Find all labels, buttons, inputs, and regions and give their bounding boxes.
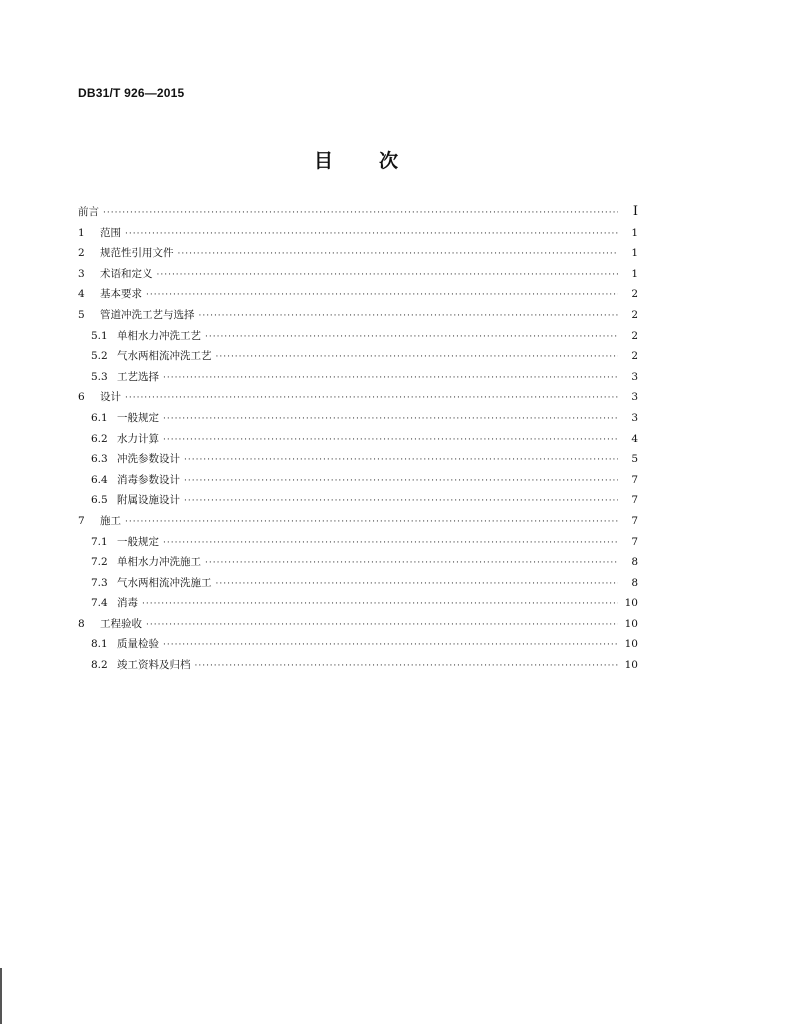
toc-entry-page-number: 1 — [631, 247, 638, 260]
toc-entry-label: 附属设施设计 — [117, 494, 180, 507]
toc-dot-leader — [163, 373, 618, 383]
toc-dot-leader — [125, 517, 618, 527]
toc-dot-leader — [157, 270, 619, 280]
toc-entry-number: 7.3 — [91, 576, 108, 589]
toc-entry-number: 5.3 — [91, 370, 108, 383]
toc-entry[interactable] — [78, 245, 638, 266]
toc-entry-number: 8.1 — [91, 638, 108, 651]
toc-entry[interactable] — [78, 451, 638, 472]
toc-entry-page-number: 10 — [624, 617, 638, 630]
toc-entry-label: 基本要求 — [100, 288, 142, 301]
toc-entry-page-number: 8 — [631, 556, 638, 569]
toc-dot-leader — [184, 496, 618, 506]
toc-entry[interactable] — [78, 225, 638, 246]
toc-entry-number: 7.1 — [91, 535, 108, 548]
toc-entry-page-number: 7 — [631, 473, 638, 486]
toc-entry[interactable] — [78, 616, 638, 637]
toc-entry-label: 质量检验 — [117, 638, 159, 651]
toc-entry[interactable] — [78, 472, 638, 493]
toc-entry-number: 6.3 — [91, 453, 108, 466]
toc-dot-leader — [199, 311, 619, 321]
toc-title-char-2: 次 — [379, 150, 399, 172]
toc-dot-leader — [205, 332, 618, 342]
toc-entry[interactable] — [78, 286, 638, 307]
toc-entry[interactable] — [78, 266, 638, 287]
toc-dot-leader — [216, 352, 619, 362]
toc-title — [0, 146, 712, 173]
toc-entry-number: 8 — [78, 617, 85, 630]
toc-entry-number: 7 — [78, 514, 85, 527]
toc-dot-leader — [184, 476, 618, 486]
toc-entry-page-number: 7 — [631, 494, 638, 507]
toc-entry-label: 前言 — [78, 206, 99, 218]
toc-entry[interactable] — [78, 431, 638, 452]
toc-dot-leader — [103, 208, 618, 218]
toc-entry-page-number: 8 — [631, 576, 638, 589]
toc-entry[interactable] — [78, 328, 638, 349]
toc-dot-leader — [142, 599, 618, 609]
toc-entry[interactable] — [78, 554, 638, 575]
toc-entry-label: 工程验收 — [100, 617, 142, 630]
toc-entry-page-number: 4 — [631, 432, 638, 445]
toc-dot-leader — [125, 393, 618, 403]
toc-dot-leader — [146, 620, 618, 630]
toc-entry-label: 气水两相流冲洗工艺 — [117, 350, 212, 363]
toc-entry-page-number: 3 — [631, 391, 638, 404]
toc-dot-leader — [216, 579, 619, 589]
toc-entry[interactable] — [78, 204, 638, 225]
toc-entry-number: 8.2 — [91, 659, 108, 672]
toc-entry-page-number: 10 — [624, 638, 638, 651]
toc-dot-leader — [163, 538, 618, 548]
toc-entry-number: 7.2 — [91, 556, 108, 569]
toc-entry-label: 消毒参数设计 — [117, 473, 180, 486]
toc-entry[interactable] — [78, 636, 638, 657]
scan-edge-mark — [0, 968, 2, 1024]
toc-entry-page-number: 7 — [631, 535, 638, 548]
toc-entry-label: 施工 — [100, 514, 121, 527]
toc-entry-page-number: 2 — [631, 329, 638, 342]
toc-entry-number: 6 — [78, 391, 85, 404]
toc-entry-label: 工艺选择 — [117, 370, 159, 383]
toc-dot-leader — [184, 455, 618, 465]
toc-dot-leader — [178, 249, 619, 259]
toc-entry-number: 1 — [78, 226, 85, 239]
toc-entry-label: 一般规定 — [117, 535, 159, 548]
toc-entry-page-number: 5 — [631, 453, 638, 466]
toc-entry-number: 2 — [78, 247, 85, 260]
toc-dot-leader — [125, 229, 618, 239]
toc-entry-label: 水力计算 — [117, 432, 159, 445]
toc-entry[interactable] — [78, 389, 638, 410]
toc-entry-number: 5 — [78, 308, 85, 321]
toc-entry-number: 6.4 — [91, 473, 108, 486]
toc-entry[interactable] — [78, 348, 638, 369]
toc-entry-label: 单相水力冲洗施工 — [117, 556, 201, 569]
toc-entry-page-number: 10 — [624, 597, 638, 610]
toc-entry[interactable] — [78, 657, 638, 678]
toc-dot-leader — [195, 661, 619, 671]
toc-entry-label: 管道冲洗工艺与选择 — [100, 308, 195, 321]
toc-entry-page-number: 3 — [631, 370, 638, 383]
document-id: DB31/T 926—2015 — [78, 86, 185, 100]
toc-entry-number: 5.2 — [91, 350, 108, 363]
toc-entry-label: 规范性引用文件 — [100, 247, 174, 260]
toc-entry-page-number: 2 — [631, 308, 638, 321]
toc-entry[interactable] — [78, 513, 638, 534]
toc-entry-label: 冲洗参数设计 — [117, 453, 180, 466]
toc-entry-label: 单相水力冲洗工艺 — [117, 329, 201, 342]
toc-entry-number: 5.1 — [91, 329, 108, 342]
toc-entry-number: 4 — [78, 288, 85, 301]
toc-entry-page-number: 7 — [631, 514, 638, 527]
toc-entry-page-number: 3 — [631, 411, 638, 424]
toc-list — [78, 204, 638, 678]
toc-entry-page-number: I — [632, 204, 638, 219]
toc-entry[interactable] — [78, 534, 638, 555]
toc-title-char-1: 目 — [313, 150, 333, 172]
toc-entry-page-number: 1 — [631, 267, 638, 280]
toc-entry[interactable] — [78, 595, 638, 616]
toc-entry-page-number: 1 — [631, 226, 638, 239]
toc-entry-number: 7.4 — [91, 597, 108, 610]
toc-entry[interactable] — [78, 492, 638, 513]
toc-entry[interactable] — [78, 307, 638, 328]
toc-dot-leader — [163, 414, 618, 424]
toc-entry-label: 消毒 — [117, 597, 138, 610]
toc-entry-number: 6.2 — [91, 432, 108, 445]
toc-entry[interactable] — [78, 369, 638, 390]
toc-entry-number: 6.1 — [91, 411, 108, 424]
toc-entry-label: 竣工资料及归档 — [117, 659, 191, 672]
toc-entry-label: 术语和定义 — [100, 267, 153, 280]
toc-entry-label: 范围 — [100, 226, 121, 239]
toc-dot-leader — [205, 558, 618, 568]
toc-entry-label: 一般规定 — [117, 411, 159, 424]
toc-entry[interactable] — [78, 575, 638, 596]
toc-entry-label: 设计 — [100, 391, 121, 404]
toc-dot-leader — [163, 640, 618, 650]
toc-entry-number: 6.5 — [91, 494, 108, 507]
toc-dot-leader — [146, 290, 618, 300]
toc-entry-page-number: 2 — [631, 288, 638, 301]
toc-entry-page-number: 10 — [624, 659, 638, 672]
toc-entry-label: 气水两相流冲洗施工 — [117, 576, 212, 589]
toc-dot-leader — [163, 435, 618, 445]
toc-entry[interactable] — [78, 410, 638, 431]
toc-entry-number: 3 — [78, 267, 85, 280]
toc-entry-page-number: 2 — [631, 350, 638, 363]
